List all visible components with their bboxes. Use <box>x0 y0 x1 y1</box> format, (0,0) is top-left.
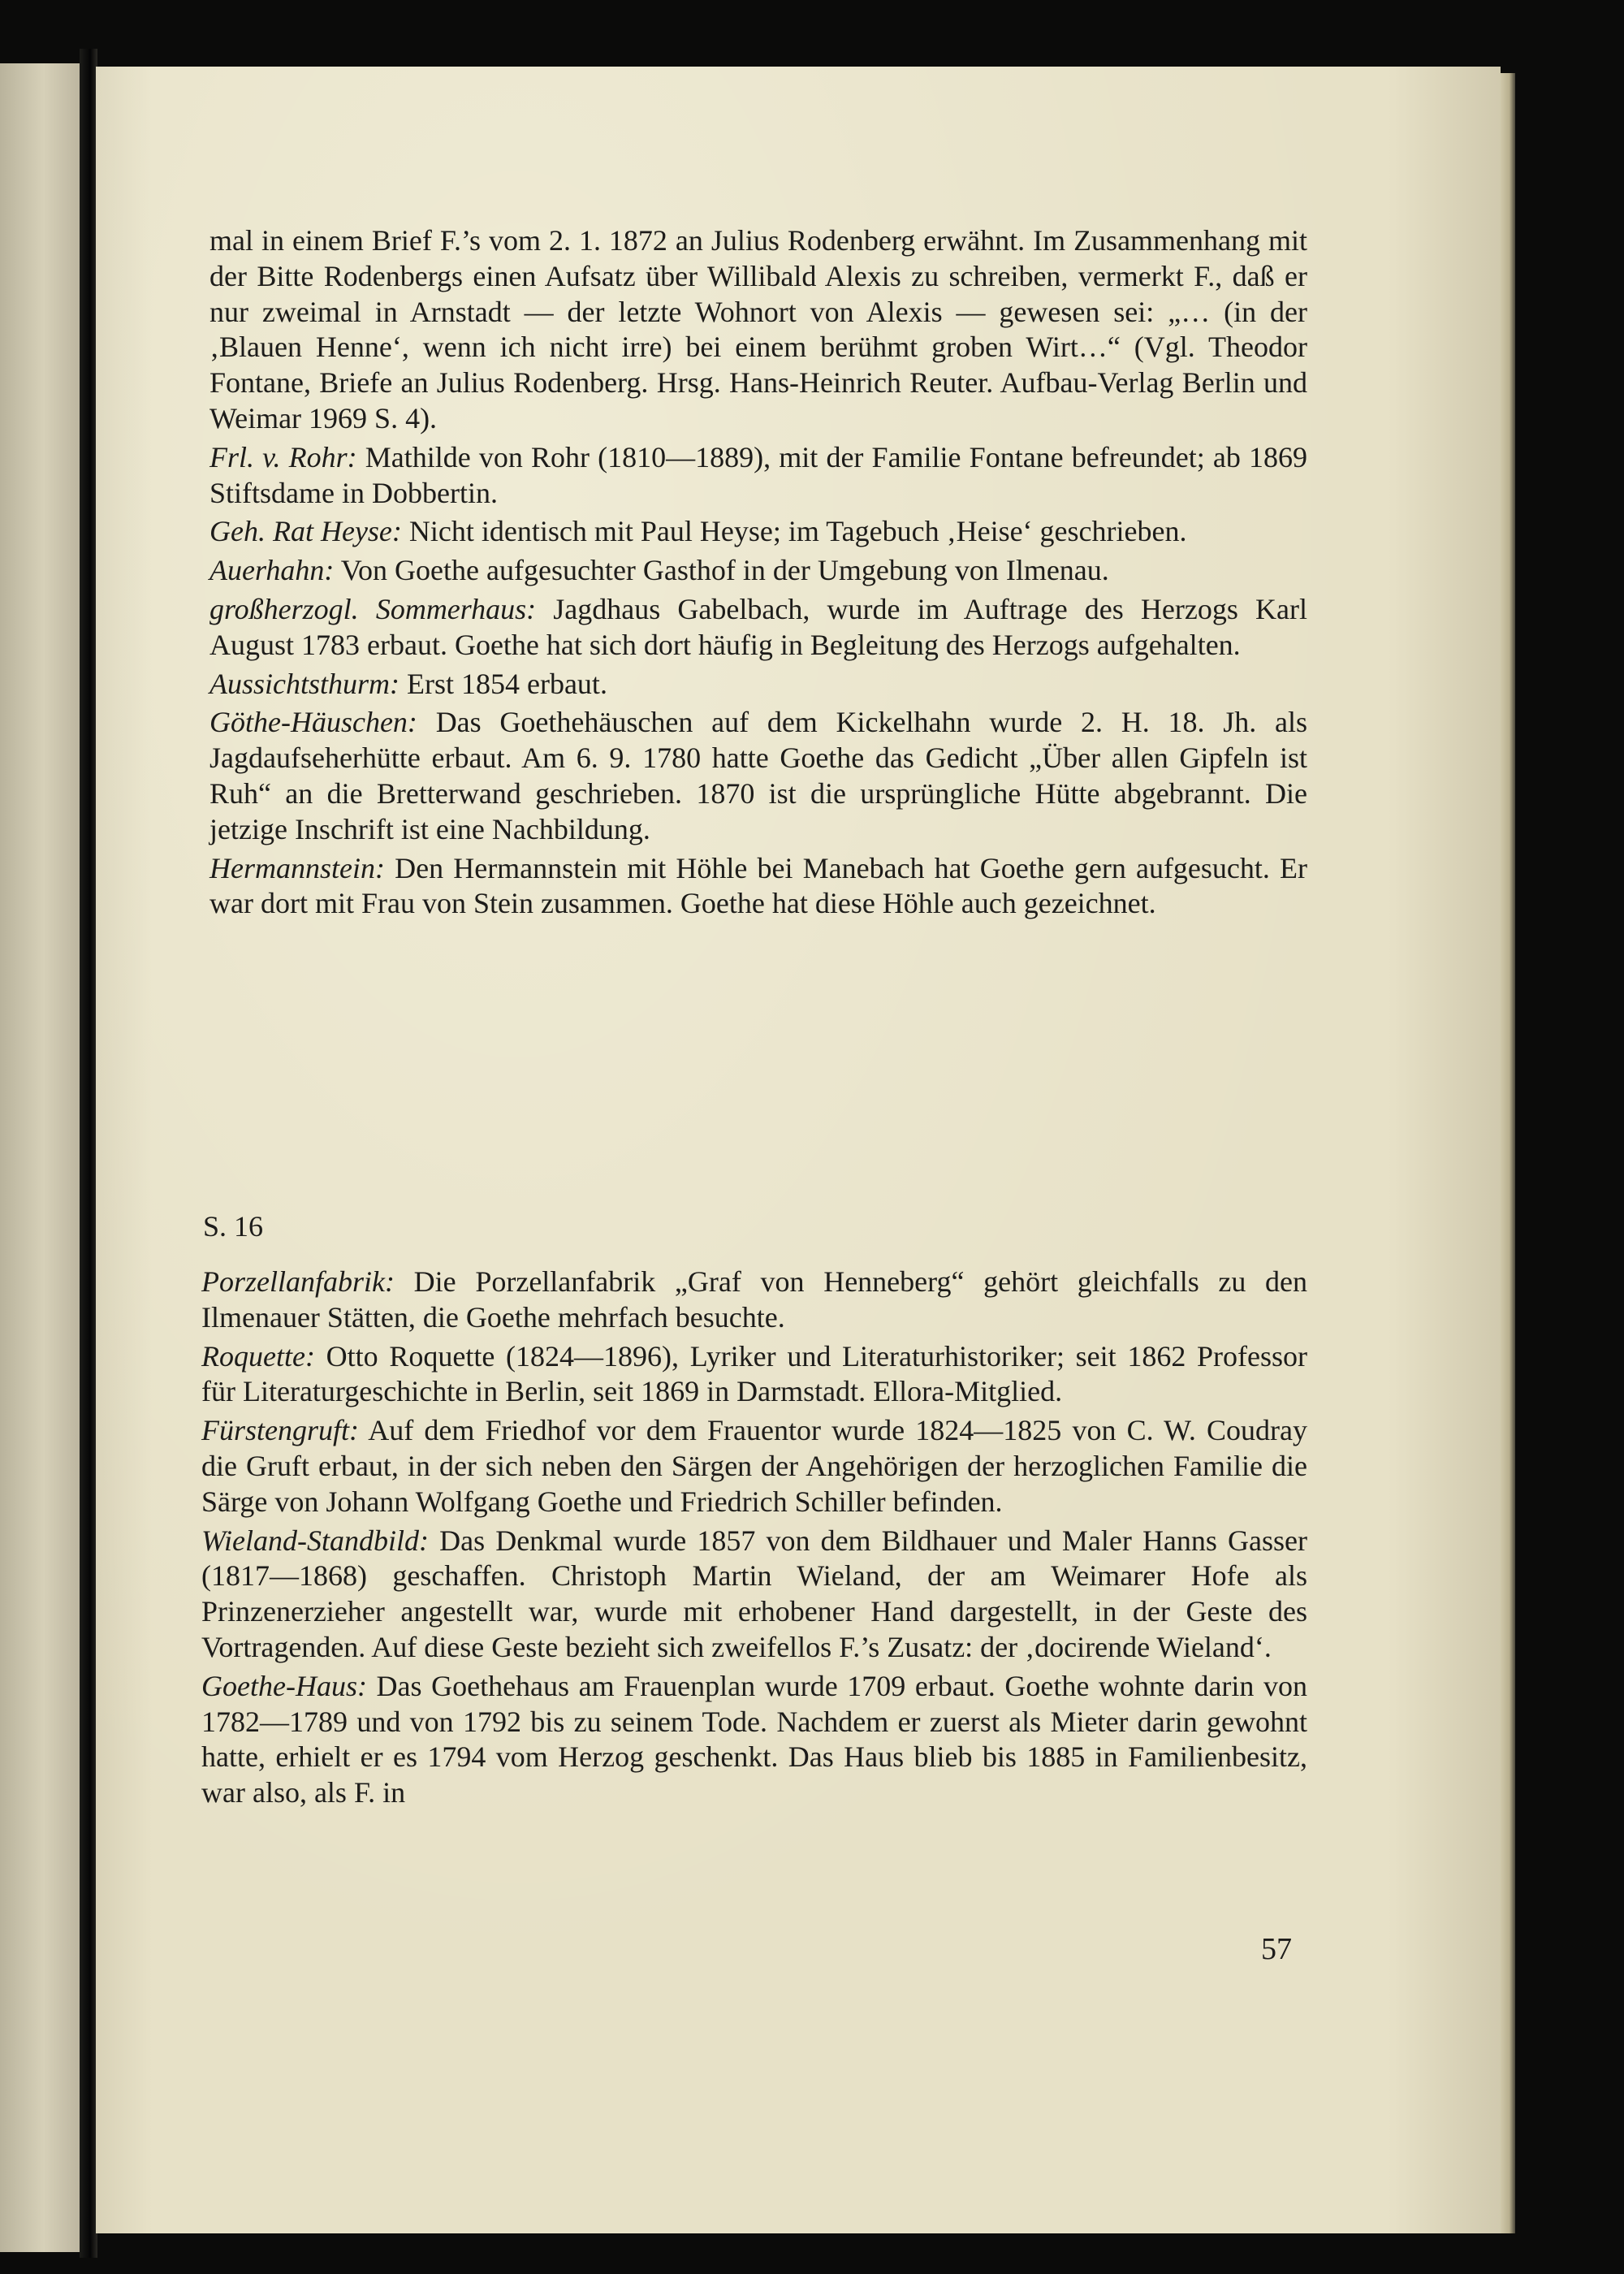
note-entry <box>201 1524 1307 1666</box>
section-heading: S. 16 <box>203 1210 264 1243</box>
continuation-paragraph: mal in einem Brief F.’s vom 2. 1. 1872 an Julius Rodenberg erwähnt. Im Zusammenhang mit der Bitte Rodenbergs einen Aufsatz über Willibald Alexis zu schreiben, vermerkt F., daß er nur zweimal in Arnstadt — der letzte Wohnort von Alexis — gewesen sei: „… (in der ‚Blauen Henne‘, wenn ich nicht irre) bei einem berühmt groben Wirt…“ (Vgl. Theodor Fontane, Briefe an Julius Rodenberg. Hrsg. Hans-Heinrich Reuter. Aufbau-Verlag Berlin und Weimar 1969 S. 4). <box>209 224 1307 434</box>
note-term: Hermannstein: <box>209 851 385 884</box>
note-text: Auf dem Friedhof vor dem Frauentor wurde 1824—1825 von C. W. Coudray die Gruft erbaut, in der sich neben den Särgen der Angehörigen der herzoglichen Familie die Särge von Johann Wolfgang Goethe und Friedrich Schiller befinden. <box>201 1414 1308 1518</box>
book-gutter <box>80 49 97 2258</box>
notes-upper-block <box>209 223 1307 922</box>
page-stack-edge <box>1501 73 1515 2233</box>
note-term: Porzellanfabrik: <box>201 1265 395 1298</box>
note-term: Fürstengruft: <box>201 1414 359 1447</box>
note-entry <box>209 851 1307 923</box>
note-term: Roquette: <box>201 1339 315 1373</box>
note-entry <box>201 1339 1307 1411</box>
page-number: 57 <box>1261 1932 1292 1966</box>
notes-lower-block <box>201 1265 1307 1811</box>
note-term: großherzogl. Sommerhaus: <box>209 592 537 625</box>
note-text: Nicht identisch mit Paul Heyse; im Tagebuch ‚Heise‘ geschrieben. <box>408 515 1187 548</box>
note-text: Den Hermannstein mit Höhle bei Manebach hat Goethe gern aufgesucht. Er war dort mit Frau von Stein zusammen. Goethe hat diese Höhle auch gezeichnet. <box>209 851 1308 920</box>
note-text: Otto Roquette (1824—1896), Lyriker und Literaturhistoriker; seit 1862 Professor für Literaturgeschichte in Berlin, seit 1869 in Darmstadt. Ellora-Mitglied. <box>201 1339 1308 1408</box>
note-text: Die Porzellanfabrik „Graf von Henneberg“ gehört gleichfalls zu den Ilmenauer Stätten, die Goethe mehrfach besuchte. <box>201 1265 1308 1334</box>
note-term: Wieland-Standbild: <box>201 1524 429 1557</box>
note-text: Mathilde von Rohr (1810—1889), mit der Familie Fontane befreundet; ab 1869 Stiftsdame in Dobbertin. <box>209 440 1307 509</box>
note-term: Göthe-Häuschen: <box>209 706 417 739</box>
note-entry <box>209 667 1307 703</box>
note-text: Das Goethehäuschen auf dem Kickelhahn wurde 2. H. 18. Jh. als Jagdaufseherhütte erbaut. Am 6. 9. 1780 hatte Goethe das Gedicht „Über allen Gipfeln ist Ruh“ an die Bretterwand geschrieben. 1870 ist die ursprüngliche Hütte abgebrannt. Die jetzige Inschrift ist eine Nachbildung. <box>209 706 1307 845</box>
note-text: Erst 1854 erbaut. <box>407 667 607 700</box>
note-entry <box>201 1265 1307 1336</box>
note-entry <box>209 514 1307 550</box>
note-text: Das Denkmal wurde 1857 von dem Bildhauer und Maler Hanns Gasser (1817—1868) geschaffen. Christoph Martin Wieland, der am Weimarer Hofe als Prinzenerzieher angestellt war, wurde mit erhobener Hand dargestellt, in der Geste des Vortragenden. Auf diese Geste bezieht sich zweifellos F.’s Zusatz: der ‚docirende Wieland‘. <box>201 1524 1308 1663</box>
note-text: Von Goethe aufgesuchter Gasthof in der Umgebung von Ilmenau. <box>340 554 1109 587</box>
facing-page-edge <box>0 63 80 2252</box>
note-entry <box>201 1413 1307 1520</box>
note-term: Auerhahn: <box>209 554 335 587</box>
note-term: Aussichtsthurm: <box>209 667 400 700</box>
note-text: Jagdhaus Gabelbach, wurde im Auftrage des Herzogs Karl August 1783 erbaut. Goethe hat sich dort häufig in Begleitung des Herzogs aufgehalten. <box>209 592 1307 661</box>
note-term: Goethe-Haus: <box>201 1669 367 1702</box>
note-term: Frl. v. Rohr: <box>209 440 357 473</box>
note-entry <box>209 592 1307 664</box>
note-entry <box>201 1669 1307 1811</box>
note-term: Geh. Rat Heyse: <box>209 515 402 548</box>
note-entry <box>209 553 1307 589</box>
note-text: Das Goethehaus am Frauenplan wurde 1709 erbaut. Goethe wohnte darin von 1782—1789 und von 1792 bis zu seinem Tode. Nachdem er zuerst als Mieter darin gewohnt hatte, erhielt er es 1794 vom Herzog geschenkt. Das Haus blieb bis 1885 in Familienbesitz, war also, als F. in <box>201 1669 1307 1809</box>
note-entry <box>209 705 1307 847</box>
note-entry <box>209 440 1307 512</box>
